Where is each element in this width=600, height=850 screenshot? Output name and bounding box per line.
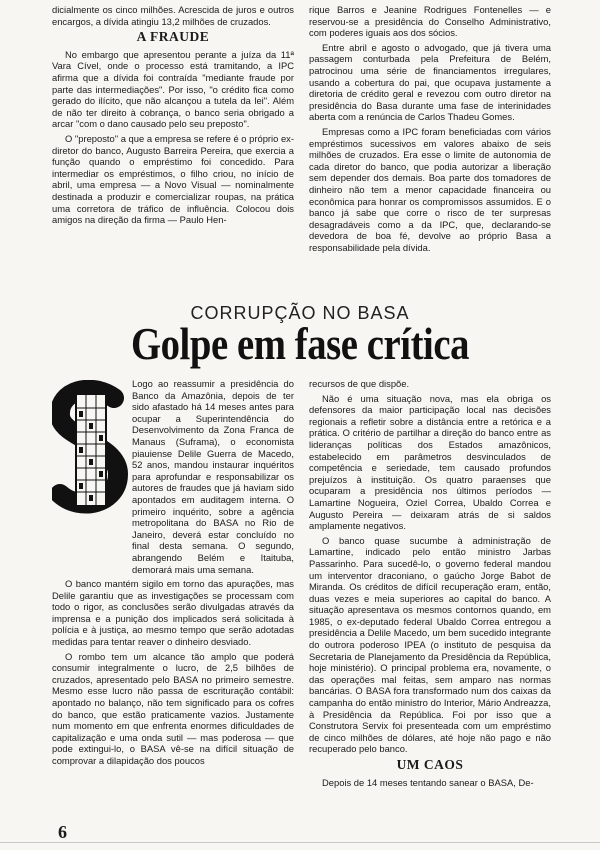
page-number: 6: [58, 822, 67, 842]
subheading-a-fraude: A FRAUDE: [136, 29, 210, 45]
paragraph: O banco mantém sigilo em torno das apurações, mas Delile garantiu que as investigações se processam com todo o rigor, as conclusões serão divulgadas através da imprensa e a punição dos implicados será solicitada à polícia e à justiça, ao mesmo tempo que serão adotadas medidas para tentar reaver o dinheiro desviado.: [52, 578, 294, 648]
paragraph: dicialmente os cinco milhões. Acrescida de juros e outros encargos, a dívida atingiu 13,2 milhões de cruzados.: [52, 4, 294, 27]
paragraph: O "preposto" a que a empresa se refere é o próprio ex-diretor do banco, Augusto Barreira Pereira, que exercia a função quando o empréstimo foi concedido. Para intermediar os empréstimos, o filho criou, no início de abril, uma empresa — a Novo Visual — nominalmente destinada a produzir e comercializar roupas, na prática uma corretora de tráfico de influência. Colocou dois amigos na direção da firma — Paulo Hen-: [52, 132, 294, 226]
article-headline: Golpe em fase crítica: [130, 319, 470, 369]
bottom-right-column: [309, 378, 551, 791]
paragraph: Entre abril e agosto o advogado, que já tivera uma passagem conturbada pela Prefeitura de Belém, patrocinou uma série de financiamentos irregulares, usando a cobertura do pai, que ocupava justamente a diretoria de crédito geral e revezou com outro diretor na presidência do Basa durante uma fase de interinidades aberta com a renúncia de Carlos Thadeu Gomes.: [309, 41, 551, 123]
paragraph: Logo ao reassumir a presidência do Banco da Amazônia, depois de ter sido afastado há 14 meses antes para ocupar a Superintendência do Desenvolvimento da Zona Franca de Manaus (Suframa), o economista piauiense Delile Guerra de Macedo, 52 anos, mandou instaurar inquéritos para aprofundar e responsabilizar os autores de fraudes que já haviam sido apontados em auditagem interna. O primeiro inquérito, sobre a agência metropolitana do BASA no Rio de Janeiro, deverá estar concluído no final desta semana. O segundo, abrangendo Belém e Itaituba, demorará mais uma semana.: [132, 378, 294, 575]
paragraph: O banco quase sucumbe à administração de Lamartine, indicado pelo então ministro Jarbas Passarinho. Para sucedê-lo, o governo federal mandou um interventor draconiano, o gaúcho Jorge Babot de Miranda. Os créditos de difícil recuperação eram, então, duas vezes e meia superiores ao capital do banco. A situação apresentava os mesmos contornos quando, em 1985, o ex-deputado federal Ubaldo Correa entregou a presidência a Delile Macedo, um bem sucedido integrante do outrora poderoso IPEA (o instituto de pesquisa da Secretaria de Planejamento da Presidência da República, hoje ministério). O principal problema era, novamente, o das operações mal feitas, sem amparo nas normas bancárias. O BASA fora transformado num dos caixas da campanha do então ministro do Interior, Mário Andreazza, à Presidência da República. Foi por isso que a Construtora Servix foi presenteada com um empréstimo de cinco milhões de dólares, até hoje não pago e não recuperado pelo banco.: [309, 534, 551, 755]
article-kicker: CORRUPÇÃO NO BASA: [190, 303, 410, 323]
top-right-column: [309, 4, 551, 256]
paragraph: Depois de 14 meses tentando sanear o BASA, De-: [322, 776, 534, 788]
subheading-um-caos: UM CAOS: [396, 757, 464, 772]
bottom-left-column: [52, 378, 294, 770]
paragraph: rique Barros e Jeanine Rodrigues Fontenelles — e reservou-se a presidência do Conselho Administrativo, com poderes iguais aos dos sócios.: [309, 4, 551, 39]
paragraph: recursos de que dispõe.: [309, 378, 410, 389]
top-left-column: [52, 4, 294, 229]
paragraph: No embargo que apresentou perante a juíza da 11ª Vara Cível, onde o processo está tramitando, a IPC afirma que a dívida foi contraída "mediante fraude por parte das intermediações". Por isso, "o crédito fica como gerado do ilícito, que não alcançou a tutela da lei". Além de não ter direito à cobrança, o banco seria obrigado a arcar "com o dano causado pelo seu preposto".: [52, 48, 294, 130]
paragraph: Empresas como a IPC foram beneficiadas com vários empréstimos sucessivos em valores abaixo de seis milhões de cruzados. Era esse o limite de autonomia de cada diretor do banco, que podia autorizar a liberação sem depender dos demais. Boa parte dos tomadores de dinheiro não tem a menor capacidade financeira ou econômica para honrar os compromissos assumidos. E o banco já sabe que corre o risco de ter surpresas desagradáveis como a da IPC, que, declarando-se devedora de boa fé, devolve ao próprio Basa a responsabilidade pela dívida.: [309, 125, 551, 253]
paragraph: O rombo tem um alcance tão amplo que poderá consumir integralmente o lucro, de 2,5 bilhões de cruzados, apresentado pelo BASA no primeiro semestre. Mesmo esse lucro não passa de escrituração contábil: apontado no balanço, não tem significado para os cofres do banco, que estão praticamente vazios. Justamente num momento em que enfrenta enormes dificuldades de capitalização e uma onda sutil — mas poderosa — que pode extingui-lo, o BASA vê-se na difícil situação de comprovar a dilapidação dos poucos: [52, 650, 294, 766]
bottom-divider: [0, 842, 600, 843]
paragraph: Não é uma situação nova, mas ela obriga os defensores da maior participação local nas decisões regionais a refletir sobre a distância entre a retórica e a prática. O critério de partilhar a direção do banco entre as lideranças políticas dos Estados amazônicos, estabelecido em parâmetros desvinculados de competência e seriedade, tem causado profundos prejuízos à instituição. Os quatro paraenses que ocuparam a presidência nos últimos períodos — Lamartine Nogueira, Oziel Correa, Ubaldo Correa e Augusto Pereira — deixaram atrás de si saldos amplamente negativos.: [309, 392, 551, 532]
